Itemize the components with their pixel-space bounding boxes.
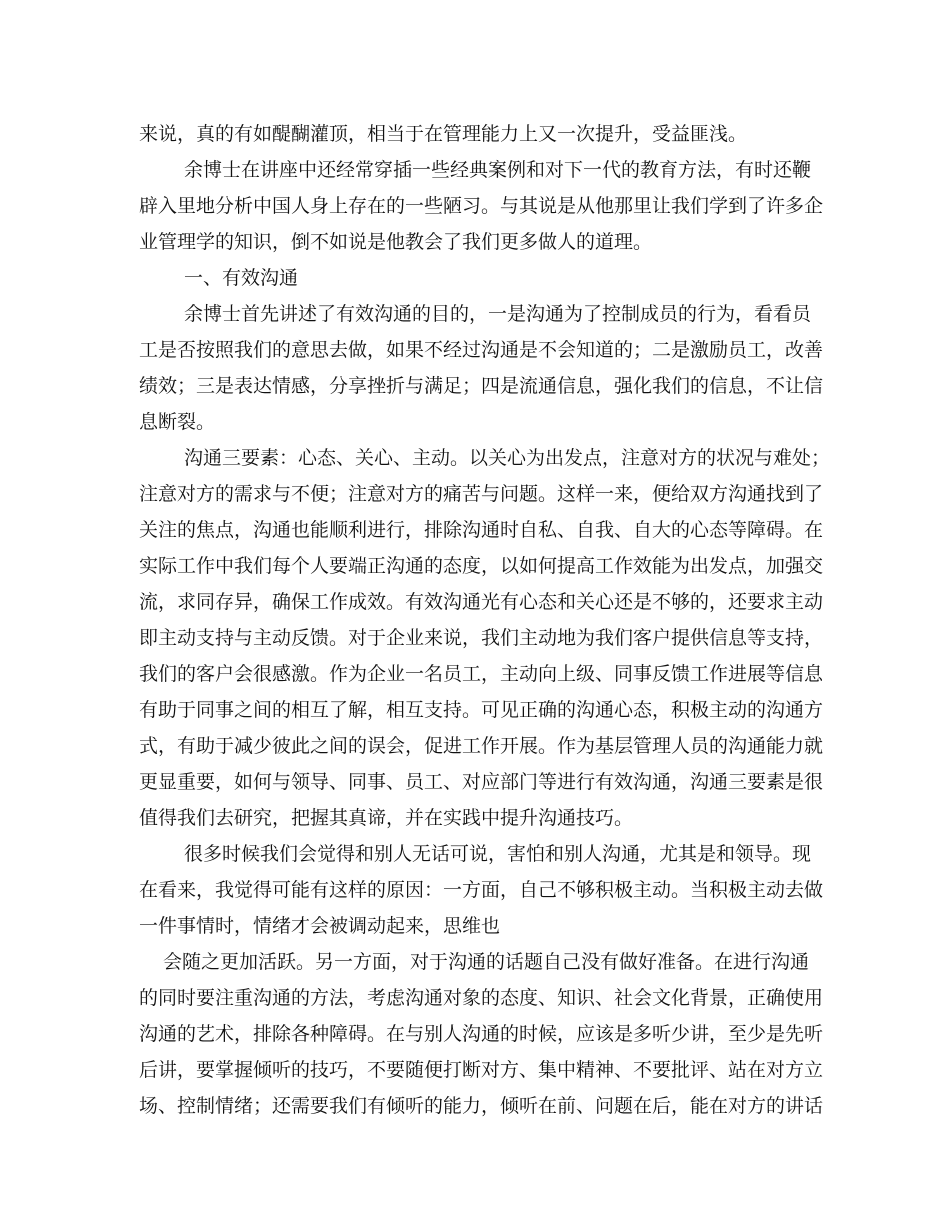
text-line: 实际工作中我们每个人要端正沟通的态度，以如何提高工作效能为出发点，加强交 (139, 555, 824, 577)
text-line: 的同时要注重沟通的方法，考虑沟通对象的态度、知识、社会文化背景，正确使用 (139, 987, 824, 1009)
text-line: 后讲，要掌握倾听的技巧，不要随便打断对方、集中精神、不要批评、站在对方立 (139, 1059, 824, 1081)
text-line: 我们的客户会很感激。作为企业一名员工，主动向上级、同事反馈工作进展等信息 (139, 663, 824, 685)
text-line: 会随之更加活跃。另一方面，对于沟通的话题自己没有做好准备。在进行沟通 (163, 951, 810, 973)
text-line: 式，有助于减少彼此之间的误会，促进工作开展。作为基层管理人员的沟通能力就 (139, 735, 824, 757)
text-line: 注意对方的需求与不便；注意对方的痛苦与问题。这样一来，便给双方沟通找到了 (139, 483, 824, 505)
text-line: 来说，真的有如醍醐灌顶，相当于在管理能力上又一次提升，受益匪浅。 (139, 123, 748, 145)
text-line: 工是否按照我们的意思去做，如果不经过沟通是不会知道的；二是激励员工，改善 (139, 339, 824, 361)
text-line: 一件事情时，情绪才会被调动起来，思维也 (139, 915, 501, 937)
text-line: 息断裂。 (139, 411, 216, 433)
text-line: 沟通三要素：心态、关心、主动。以关心为出发点，注意对方的状况与难处； (184, 447, 831, 469)
text-line: 余博士在讲座中还经常穿插一些经典案例和对下一代的教育方法，有时还鞭 (184, 159, 812, 181)
text-line: 关注的焦点，沟通也能顺利进行，排除沟通时自私、自我、自大的心态等障碍。在 (139, 519, 824, 541)
text-line: 辟入里地分析中国人身上存在的一些陋习。与其说是从他那里让我们学到了许多企 (139, 195, 824, 217)
text-line: 更显重要，如何与领导、同事、员工、对应部门等进行有效沟通，沟通三要素是很 (139, 771, 824, 793)
text-line: 绩效；三是表达情感，分享挫折与满足；四是流通信息，强化我们的信息，不让信 (139, 375, 824, 397)
text-line: 余博士首先讲述了有效沟通的目的，一是沟通为了控制成员的行为，看看员 (184, 303, 812, 325)
text-line: 很多时候我们会觉得和别人无话可说，害怕和别人沟通，尤其是和领导。现 (184, 843, 812, 865)
text-line: 沟通的艺术，排除各种障碍。在与别人沟通的时候，应该是多听少讲，至少是先听 (139, 1023, 824, 1045)
text-line: 场、控制情绪；还需要我们有倾听的能力，倾听在前、问题在后，能在对方的讲话 (139, 1095, 824, 1117)
text-line: 有助于同事之间的相互了解，相互支持。可见正确的沟通心态，积极主动的沟通方 (139, 699, 824, 721)
section-heading: 一、有效沟通 (184, 267, 299, 289)
text-line: 即主动支持与主动反馈。对于企业来说，我们主动地为我们客户提供信息等支持， (139, 627, 824, 649)
text-line: 在看来，我觉得可能有这样的原因：一方面，自己不够积极主动。当积极主动去做 (139, 879, 824, 901)
text-line: 值得我们去研究，把握其真谛，并在实践中提升沟通技巧。 (139, 807, 634, 829)
text-line: 业管理学的知识，倒不如说是他教会了我们更多做人的道理。 (139, 231, 653, 253)
text-line: 流，求同存异，确保工作成效。有效沟通光有心态和关心还是不够的，还要求主动 (139, 591, 824, 613)
